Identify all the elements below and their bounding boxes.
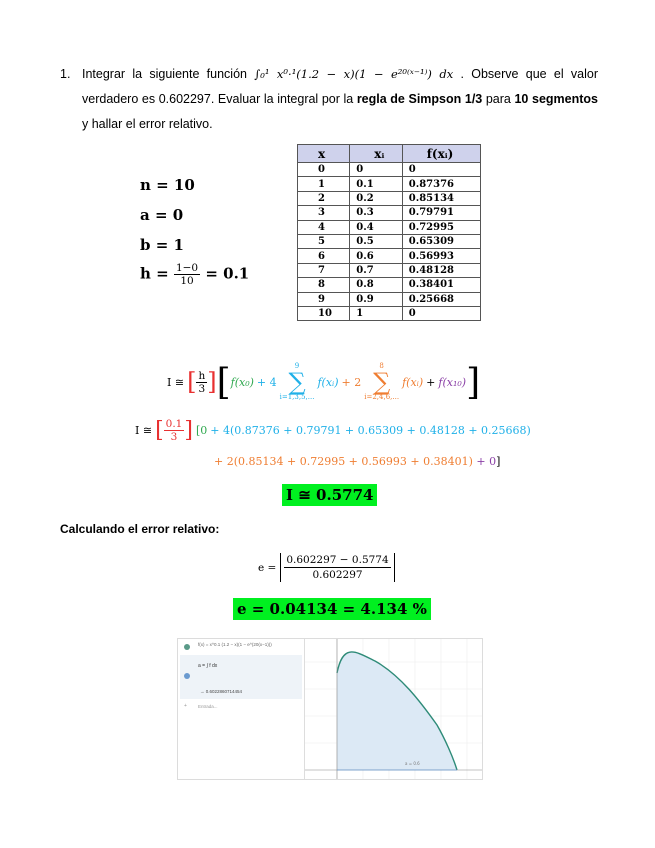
simpson-formula: I ≅ [ $\frac{h}{3}$ ] [ f(x₀) + 4 9 ∑ i=1,3,5,... f(xᵢ) + 2 8 ∑ i=2,4,6,... f(xᵢ) + f(x₁₀) ] [167,361,481,403]
subst-close: ] [496,455,501,468]
cell-fxi: 0.87376 [402,177,480,191]
plus-icon[interactable]: + [184,703,187,709]
integral-label: a = ∫ f dx [198,663,218,669]
subst-odd-sum: + 4(0.87376 + 0.79791 + 0.65309 + 0.48128 + 0.25668) [210,424,531,437]
cell-xi: 0 [350,163,402,177]
cell-xi: 0.9 [350,292,402,306]
h-result: = 0.1 [205,264,250,283]
cell-x: 10 [298,306,350,320]
h-denominator: 10 [180,275,194,287]
plus2: + 2 [341,375,362,389]
error-formula [258,553,395,582]
header-x: x [298,145,350,163]
cell-xi: 0.8 [350,278,402,292]
error-numerator: 0.602297 − 0.5774 [286,554,389,566]
error-heading: Calculando el error relativo: [60,522,220,536]
fxi-odd: f(xᵢ) [317,375,339,389]
cell-x: 5 [298,234,350,248]
sum-odd-bottom: i=1,3,5,... [279,393,315,401]
graph-view[interactable] [305,639,482,779]
fx10-term: f(x₁₀) [438,375,467,389]
function-dot-icon [184,644,190,650]
h-numerator: 1−0 [175,262,199,274]
substitution-line-2 [214,455,500,468]
sum-odd: 9 ∑ i=1,3,5,... [279,362,315,401]
cell-fxi: 0.25668 [402,292,480,306]
formula-h: h [198,369,206,382]
cell-xi: 0.5 [350,234,402,248]
cell-xi: 0.6 [350,249,402,263]
fx0-term: f(x₀) [230,375,254,389]
table-row [298,206,481,220]
table-row [298,278,481,292]
cell-x: 3 [298,206,350,220]
table-row [298,191,481,205]
table-row [298,249,481,263]
sum-even-bottom: i=2,4,6,... [364,393,400,401]
var-n: n = 10 [140,176,195,194]
problem-text-a: Integrar la siguiente función [82,67,255,81]
formula-lhs: I ≅ [167,375,185,389]
geogebra-screenshot [177,638,483,780]
table-row [298,220,481,234]
cell-fxi: 0.48128 [402,263,480,277]
cell-fxi: 0.72995 [402,220,480,234]
cell-xi: 0.1 [350,177,402,191]
table-row [298,177,481,191]
cell-fxi: 0.56993 [402,249,480,263]
table-row [298,306,481,320]
h-label: h = [140,264,169,283]
subst-3: 3 [170,431,178,443]
segments-count: 10 segmentos [514,92,598,106]
integral-dot-icon [184,673,190,679]
table-row [298,263,481,277]
sum-odd-top: 9 [294,362,300,370]
sum-even-top: 8 [379,362,384,370]
header-xi: xᵢ [350,145,402,163]
cell-xi: 0.2 [350,191,402,205]
input-bar[interactable]: Entrada... [198,704,218,709]
subst-lhs: I ≅ [135,424,153,437]
area-label: a = 0.6 [405,761,420,766]
function-expression[interactable]: f(x) = x^0.1 (1.2 − x)(1 − e^(20(x−1))) [198,642,272,647]
subst-h: 0.1 [165,418,183,430]
table-body [298,163,481,321]
problem-text-d: y hallar el error relativo. [82,117,213,131]
problem-text-b: . Observe que el valor verdadero es 0.602297. Evaluar la integral por la [82,67,598,106]
integral-expression: ∫₀¹ x⁰·¹(1.2 − x)(1 − e²⁰⁽ˣ⁻¹⁾) dx [254,67,454,81]
var-b: b = 1 [140,236,184,254]
cell-xi: 1 [350,306,402,320]
cell-xi: 0.7 [350,263,402,277]
error-denominator: 0.602297 [312,569,363,581]
plus4: + 4 [256,375,277,389]
cell-x: 1 [298,177,350,191]
cell-xi: 0.4 [350,220,402,234]
values-table [297,144,481,321]
algebra-panel [178,639,305,779]
integral-value: → 0.6022860714454 [200,689,243,694]
cell-x: 2 [298,191,350,205]
error-lhs: e = [258,561,277,574]
h-fraction [174,262,200,287]
problem-text-c: para [485,92,515,106]
cell-x: 6 [298,249,350,263]
cell-fxi: 0.79791 [402,206,480,220]
cell-x: 9 [298,292,350,306]
table-row [298,292,481,306]
problem-statement [60,62,598,137]
fxi-even: f(xᵢ) [402,375,424,389]
substitution-line-1: I ≅ [ $\frac{0.1}{3}$ ] [0 + 4(0.87376 + 0.79791 + 0.65309 + 0.48128 + 0.25668) [135,418,531,443]
cell-x: 7 [298,263,350,277]
method-name: regla de Simpson 1/3 [356,92,483,106]
table-header-row [298,145,481,163]
result-value: I ≅ 0.5774 [282,484,377,506]
cell-fxi: 0 [402,306,480,320]
error-result-box [233,600,431,619]
subst-even-sum: + 2(0.85134 + 0.72995 + 0.56993 + 0.38401) [214,455,473,468]
cell-x: 4 [298,220,350,234]
cell-fxi: 0 [402,163,480,177]
subst-zero: [0 [195,424,208,437]
table-row [298,163,481,177]
cell-fxi: 0.65309 [402,234,480,248]
cell-xi: 0.3 [350,206,402,220]
formula-h3 [196,370,207,395]
header-fxi: f(xᵢ) [402,145,480,163]
error-abs [280,553,394,582]
cell-x: 0 [298,163,350,177]
cell-fxi: 0.85134 [402,191,480,205]
table-row [298,234,481,248]
error-result: e = 0.04134 = 4.134 % [233,598,431,620]
subst-h3 [164,418,185,443]
area-fill [337,652,457,770]
sum-even: 8 ∑ i=2,4,6,... [364,362,400,401]
plus-end: + [426,375,436,389]
problem-number: 1. [60,67,71,81]
var-a: a = 0 [140,206,184,224]
var-h [140,262,249,287]
result-box [282,486,377,505]
cell-fxi: 0.38401 [402,278,480,292]
formula-3: 3 [198,382,206,395]
subst-end: + 0 [476,455,497,468]
cell-x: 8 [298,278,350,292]
